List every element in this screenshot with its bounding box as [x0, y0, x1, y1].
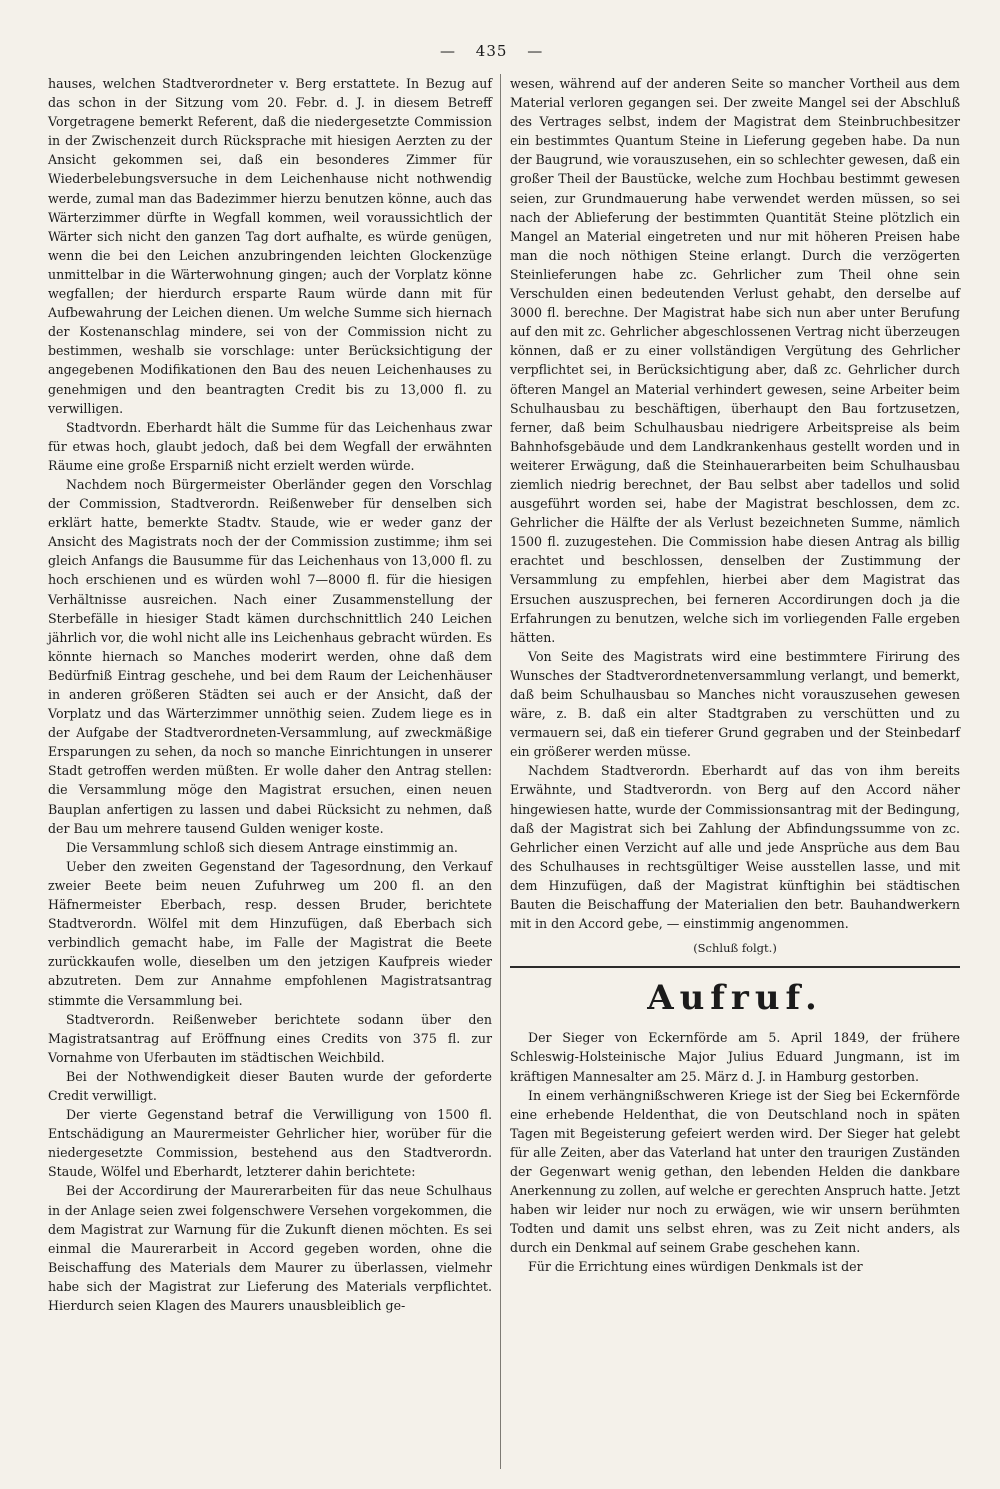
aufruf-title: Aufruf.	[647, 978, 823, 1019]
aufruf-paragraph-3: Für die Errichtung eines würdigen Denkmals ist der	[528, 1259, 863, 1275]
right-paragraph-2: Von Seite des Magistrats wird eine bestimmtere Firirung des Wunsches der Stadtverordnetenversammlung verlangt, und bemerkt, daß beim Schulhausbau so Manches nicht vorauszusehen gewesen wäre, z. B. daß ein alter Stadtgraben zu verschütten und zu vermauern sei, daß ein tieferer Grund gegraben und der Steinbedarf ein größerer werden müsse.	[510, 648, 960, 760]
left-paragraph-6: Stadtverordn. Reißenweber berichtete sodann über den Magistratsantrag auf Eröffnung eines Credits von 375 fl. zur Vornahme von Uferbauten im städtischen Weichbild.	[48, 1011, 492, 1065]
aufruf-paragraph-1: Der Sieger von Eckernförde am 5. April 1849, der frühere Schleswig-Holsteinische Major Julius Eduard Jungmann, ist im kräftigen Mannesalter am 25. März d. J. in Hamburg gestorben.	[510, 1030, 960, 1084]
column-divider	[500, 74, 501, 1469]
aufruf-paragraph-2: In einem verhängnißschweren Kriege ist der Sieg bei Eckernförde eine erhebende Heldenthat, die von Deutschland noch in späten Tagen mit Begeisterung gefeiert werden wird. Der Sieger hat gelebt für alle Zeiten, aber das Vaterland hat unter den traurigen Zuständen der Gegenwart wenig gethan, den lebenden Helden die dankbare Anerkennung zu zollen, auf welche er gerechten Anspruch hatte. Jetzt haben wir leider nur noch zu erwägen, wie wir unsern berühmten Todten und damit uns selbst ehren, was zu Zeit nicht anders, als durch ein Denkmal auf seinem Grabe geschehen kann.	[510, 1087, 960, 1256]
section-rule	[510, 966, 960, 968]
left-paragraph-2: Stadtvordn. Eberhardt hält die Summe für das Leichenhaus zwar für etwas hoch, glaubt jedoch, daß bei dem Wegfall der erwähnten Räume eine große Ersparniß nicht erzielt werden würde.	[48, 419, 492, 473]
page-header	[440, 42, 980, 72]
left-paragraph-7: Bei der Nothwendigkeit dieser Bauten wurde der geforderte Credit verwilligt.	[48, 1068, 492, 1103]
left-paragraph-9: Bei der Accordirung der Maurerarbeiten für das neue Schulhaus in der Anlage seien zwei folgenschwere Versehen vorgekommen, die dem Magistrat zur Warnung für die Zukunft dienen möchten. Es sei einmal die Maurerarbeit in Accord gegeben worden, ohne die Beischaffung des Materials dem Maurer zu überlassen, vielmehr habe sich der Magistrat zur Lieferung des Materials verpflichtet. Hierdurch seien Klagen des Maurers unausbleiblich ge-	[48, 1183, 492, 1313]
header-dash-left: —	[440, 42, 456, 60]
left-paragraph-5: Ueber den zweiten Gegenstand der Tagesordnung, den Verkauf zweier Beete beim neuen Zufuhrweg um 200 fl. an den Häfnermeister Eberbach, resp. dessen Bruder, berichtete Stadtverordn. Wölfel mit dem Hinzufügen, daß Eberbach sich verbindlich gemacht habe, im Falle der Magistrat die Beete zurückkaufen wolle, dieselben um den jetzigen Kaufpreis wieder abzutreten. Dem zur Annahme empfohlenen Magistratsantrag stimmte die Versammlung bei.	[48, 858, 492, 1008]
left-paragraph-3: Nachdem noch Bürgermeister Oberländer gegen den Vorschlag der Commission, Stadtverordn. Reißenweber für denselben sich erklärt hatte, bemerkte Stadtv. Staude, wie er weder ganz der Ansicht des Magistrats noch der der Commission zustimme; ihm sei gleich Anfangs die Bausumme für das Leichenhaus von 13,000 fl. zu hoch erschienen und es würden wohl 7—8000 fl. für die hiesigen Verhältnisse ausreichen. Nach einer Zusammenstellung der Sterbefälle in hiesiger Stadt kämen durchschnittlich 240 Leichen jährlich vor, die wohl nicht alle ins Leichenhaus gebracht würden. Es könnte hiernach so Manches moderirt werden, ohne daß dem Bedürfniß Eintrag geschehe, und bei dem Raum der Leichenhäuser in anderen größeren Städten sei auch er der Ansicht, daß der Vorplatz und das Wärterzimmer unnöthig seien. Zudem liege es in der Aufgabe der Stadtverordneten-Versammlung, auf zweckmäßige Ersparungen zu sehen, da noch so manche Einrichtungen in unserer Stadt getroffen werden müßten. Er wolle daher den Antrag stellen: die Versammlung möge den Magistrat ersuchen, einen neuen Bauplan anfertigen zu lassen und dabei Rücksicht zu nehmen, daß der Bau um mehrere tausend Gulden weniger koste.	[48, 476, 492, 836]
left-paragraph-4: Die Versammlung schloß sich diesem Antrage einstimmig an.	[66, 839, 458, 855]
left-paragraph-8: Der vierte Gegenstand betraf die Verwilligung von 1500 fl. Entschädigung an Maurermeister Gehrlicher hier, worüber für die niedergesetzte Commission, bestehend aus den Stadtverordn. Staude, Wölfel und Eberhardt, letzterer dahin berichtete:	[48, 1107, 492, 1180]
page-number: 435	[475, 42, 508, 60]
right-column	[510, 74, 960, 1471]
closing-note: (Schluß folgt.)	[693, 941, 777, 956]
right-paragraph-3: Nachdem Stadtverordn. Eberhardt auf das von ihm bereits Erwähnte, und Stadtverordn. von Berg auf den Accord näher hingewiesen hatte, wurde der Commissionsantrag mit der Bedingung, daß der Magistrat sich bei Zahlung der Abfindungssumme von zc. Gehrlicher einen Verzicht auf alle und jede Ansprüche aus dem Bau des Schulhauses in rechtsgültiger Weise ausstellen lasse, und mit dem Hinzufügen, daß der Magistrat künftighin bei städtischen Bauten die Beischaffung der Materialien den betr. Bauhandwerkern mit in den Accord gebe, — einstimmig angenommen.	[510, 763, 960, 932]
right-paragraph-1: wesen, während auf der anderen Seite so mancher Vortheil aus dem Material verloren gegangen sei. Der zweite Mangel sei der Abschluß des Vertrages selbst, indem der Magistrat dem Steinbruchbesitzer ein bestimmtes Quantum Steine in Lieferung gegeben habe. Da nun der Baugrund, wie vorauszusehen, ein so schlechter gewesen, daß ein großer Theil der Baustücke, welche zum Hochbau bestimmt gewesen seien, zur Grundmauerung habe verwendet werden müssen, so sei nach der Ablieferung der bestimmten Quantität Steine plötzlich ein Mangel an Material eingetreten und nur mit höheren Preisen habe man die noch nöthigen Steine erlangt. Durch die verzögerten Steinlieferungen habe zc. Gehrlicher zum Theil ohne sein Verschulden einen bedeutenden Verlust gehabt, den derselbe auf 3000 fl. berechne. Der Magistrat habe sich nun aber unter Berufung auf den mit zc. Gehrlicher abgeschlossenen Vertrag nicht überzeugen können, daß er zu einer vollständigen Vergütung des Gehrlicher verpflichtet sei, in Berücksichtigung aber, daß zc. Gehrlicher durch öfteren Mangel an Material verhindert gewesen, seine Arbeiter beim Schulhausbau zu beschäftigen, überhaupt den Bau fortzusetzen, ferner, daß beim Schulhausbau niedrigere Arbeitspreise als beim Bahnhofsgebäude und dem Landkrankenhaus gestellt worden und in weiterer Erwägung, daß die Steinhauerarbeiten beim Schulhausbau ziemlich niedrig berechnet, der Bau selbst aber tadellos und solid ausgeführt worden sei, habe der Magistrat beschlossen, dem zc. Gehrlicher die Hälfte der als Verlust bezeichneten Summe, nämlich 1500 fl. zuzugestehen. Die Commission habe diesen Antrag als billig erachtet und beschlossen, denselben der Zustimmung der Versammlung zu empfehlen, hierbei aber dem Magistrat das Ersuchen auszusprechen, bei ferneren Accordirungen doch ja die Erfahrungen zu benutzen, welche sich im vorliegenden Falle ergeben hätten.	[510, 76, 960, 645]
header-dash-right: —	[527, 42, 544, 60]
left-paragraph-1: hauses, welchen Stadtverordneter v. Berg erstattete. In Bezug auf das schon in der Sitzung vom 20. Febr. d. J. in diesem Betreff Vorgetragene bemerkt Referent, daß die niedergesetzte Commission in der Zwischenzeit durch Rücksprache mit hiesigen Aerzten zu der Ansicht gekommen sei, daß ein besonderes Zimmer für Wiederbelebungsversuche in dem Leichenhause nicht nothwendig werde, zumal man das Badezimmer hierzu benutzen könne, auch das Wärterzimmer dürfte in Wegfall kommen, weil voraussichtlich der Wärter sich nicht den ganzen Tag dort aufhalte, es würde genügen, wenn die bei den Leichen anzubringenden leichten Glockenzüge unmittelbar in die Wärterwohnung gingen; auch der Vorplatz könne wegfallen; der hierdurch ersparte Raum würde dann mit für Aufbewahrung der Leichen dienen. Um welche Summe sich hiernach der Kostenanschlag mindere, sei von der Commission nicht zu bestimmen, weshalb sie vorschlage: unter Berücksichtigung der angegebenen Modifikationen den Bau des neuen Leichenhauses zu genehmigen und den beantragten Credit bis zu 13,000 fl. zu verwilligen.	[48, 76, 492, 416]
left-column	[48, 74, 492, 1471]
